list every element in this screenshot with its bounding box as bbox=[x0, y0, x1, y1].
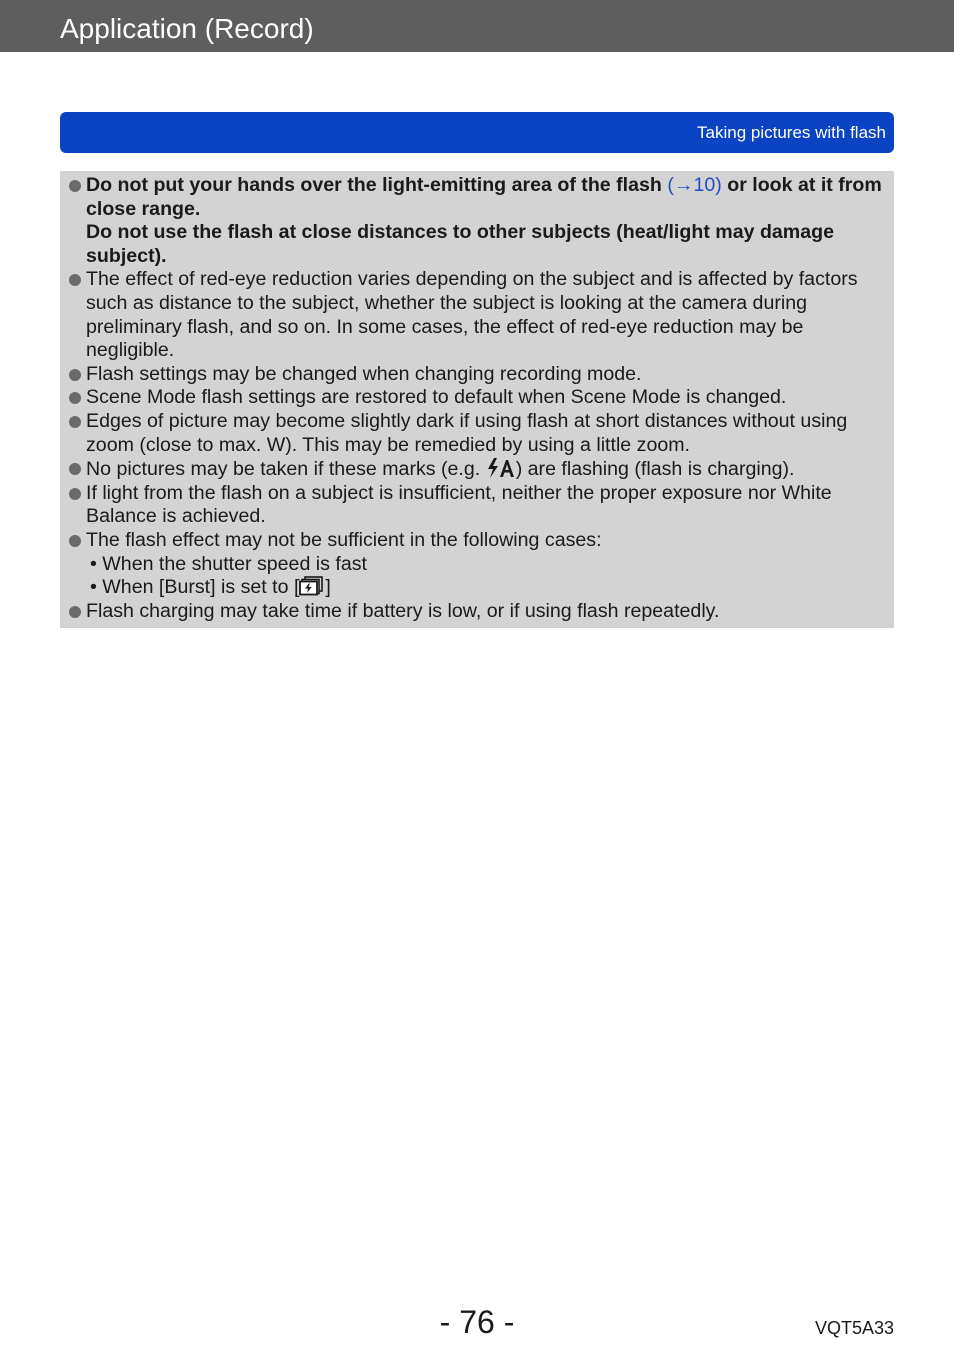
note-item-flash-warning bbox=[60, 174, 894, 268]
bullet-icon bbox=[69, 488, 81, 500]
note-item-red-eye bbox=[60, 268, 894, 362]
bullet-icon bbox=[69, 535, 81, 547]
section-heading-bar bbox=[60, 112, 894, 153]
section-title: Taking pictures with flash bbox=[697, 123, 886, 142]
bullet-icon bbox=[69, 274, 81, 286]
bullet-icon bbox=[69, 180, 81, 192]
note-item-insufficient-effect bbox=[60, 529, 894, 600]
flash-auto-icon bbox=[486, 457, 516, 479]
bullet-icon bbox=[69, 606, 81, 618]
note-item-edges-dark bbox=[60, 410, 894, 457]
note-text: ) are flashing (flash is charging). bbox=[515, 458, 795, 481]
notes-list bbox=[60, 171, 894, 623]
sub-item-text: ] bbox=[325, 576, 331, 599]
note-item-charging-time bbox=[60, 600, 894, 624]
note-text: Flash settings may be changed when changing recording mode. bbox=[86, 362, 642, 385]
note-item-scene-mode bbox=[60, 386, 894, 410]
note-item-insufficient-light bbox=[60, 482, 894, 529]
page-number: - 76 - bbox=[439, 1304, 515, 1340]
page-title: Application (Record) bbox=[60, 13, 314, 44]
note-text: Do not put your hands over the light-emitting area of the flash bbox=[86, 174, 662, 196]
sub-item-burst bbox=[86, 576, 888, 600]
note-text: The effect of red-eye reduction varies depending on the subject and is affected by factors such as distance to the subject, whether the subject is looking at the camera during preliminary flash, and so on. In some cases, the effect of red-eye reduction may be negligible. bbox=[86, 268, 858, 362]
note-item-recording-mode bbox=[60, 363, 894, 387]
header-bar bbox=[0, 0, 954, 52]
note-text: Edges of picture may become slightly dark if using flash at short distances without using zoom (close to max. W). This may be remedied by using a little zoom. bbox=[86, 409, 848, 456]
note-text: No pictures may be taken if these marks (e.g. bbox=[86, 458, 481, 481]
document-code: VQT5A33 bbox=[814, 1318, 894, 1338]
note-text: Scene Mode flash settings are restored to default when Scene Mode is changed. bbox=[86, 386, 787, 409]
bullet-icon bbox=[69, 463, 81, 475]
bullet-icon bbox=[69, 416, 81, 428]
sub-item-text: • When [Burst] is set to [ bbox=[90, 576, 300, 599]
note-text: The flash effect may not be sufficient in the following cases: bbox=[86, 528, 602, 551]
bullet-icon bbox=[69, 369, 81, 381]
notes-box bbox=[60, 171, 894, 628]
note-text: Do not use the flash at close distances to other subjects (heat/light may damage subject). bbox=[86, 221, 834, 267]
note-text: or look at it from close range. bbox=[86, 174, 882, 220]
page-reference-link[interactable]: (→10) bbox=[667, 174, 722, 196]
burst-flash-icon bbox=[299, 576, 325, 596]
note-item-flash-charging-marks bbox=[60, 457, 894, 482]
note-text: If light from the flash on a subject is insufficient, neither the proper exposure nor White Balance is achieved. bbox=[86, 481, 832, 528]
bullet-icon bbox=[69, 392, 81, 404]
sub-item-shutter-speed: • When the shutter speed is fast bbox=[90, 552, 367, 575]
note-text: Flash charging may take time if battery is low, or if using flash repeatedly. bbox=[86, 599, 720, 622]
sub-list bbox=[86, 553, 888, 600]
